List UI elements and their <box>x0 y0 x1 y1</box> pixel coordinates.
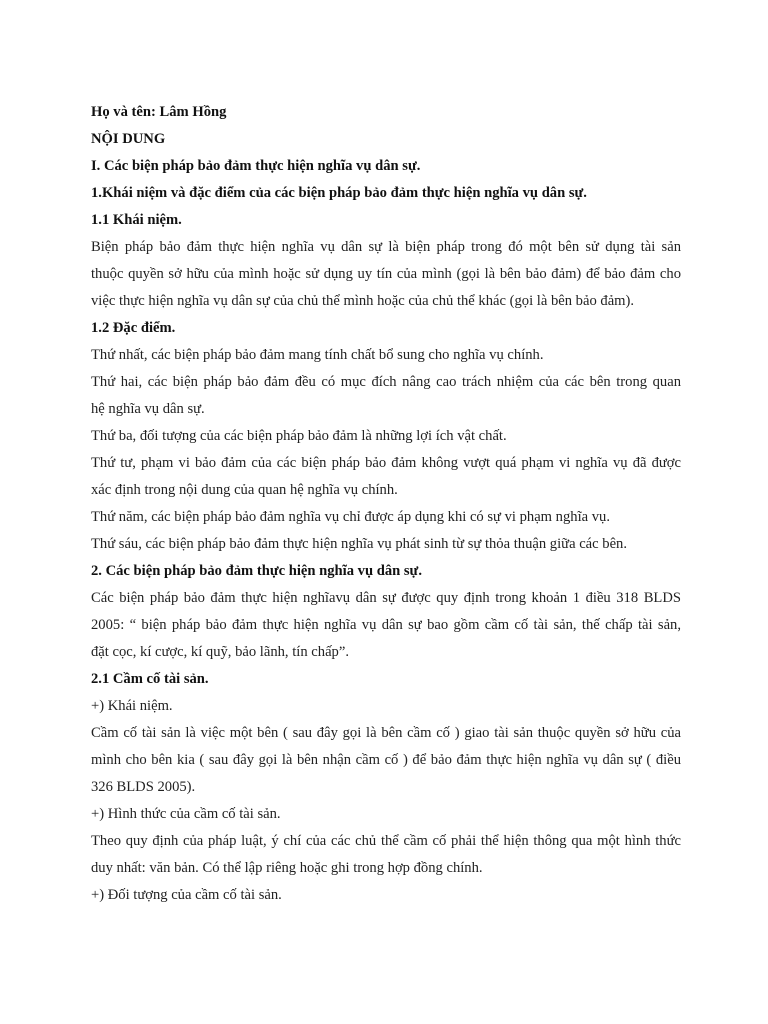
text-line: việc thực hiện nghĩa vụ dân sự của chủ thể mình hoặc của chủ thể khác (gọi là bên bảo đảm). <box>91 293 635 309</box>
text-line: 2005: “ biện pháp bảo đảm thực hiện nghĩa vụ dân sự bao gồm cầm cố tài sản, thế chấp tài sản, <box>91 617 681 633</box>
heading-line: I. Các biện pháp bảo đảm thực hiện nghĩa vụ dân sự. <box>91 158 421 174</box>
text-line: Cầm cố tài sản là việc một bên ( sau đây gọi là bên cầm cố ) giao tài sản thuộc quyền sở hữu của <box>91 725 681 741</box>
text-line: Thứ ba, đối tượng của các biện pháp bảo đảm là những lợi ích vật chất. <box>91 428 507 444</box>
text-line: hệ nghĩa vụ dân sự. <box>91 401 205 417</box>
text-line: đặt cọc, kí cược, kí quỹ, bảo lãnh, tín chấp”. <box>91 644 349 660</box>
text-line: thuộc quyền sở hữu của mình hoặc sử dụng uy tín của mình (gọi là bên bảo đảm) để bảo đảm cho <box>91 266 681 282</box>
heading-line: Họ và tên: Lâm Hồng <box>91 104 227 120</box>
heading-line: 2.1 Cầm cố tài sản. <box>91 671 209 687</box>
heading-line: NỘI DUNG <box>91 131 166 147</box>
text-line: +) Khái niệm. <box>91 698 173 714</box>
heading-line: 2. Các biện pháp bảo đảm thực hiện nghĩa vụ dân sự. <box>91 563 422 579</box>
text-line: duy nhất: văn bản. Có thể lập riêng hoặc ghi trong hợp đồng chính. <box>91 860 483 876</box>
text-line: mình cho bên kia ( sau đây gọi là bên nhận cầm cố ) để bảo đảm thực hiện nghĩa vụ dân sự ( điều <box>91 752 681 768</box>
text-line: Thứ tư, phạm vi bảo đảm của các biện pháp bảo đảm không vượt quá phạm vi nghĩa vụ đã được <box>91 455 681 471</box>
text-line: Biện pháp bảo đảm thực hiện nghĩa vụ dân sự là biện pháp trong đó một bên sử dụng tài sản <box>91 239 681 255</box>
text-line: Thứ hai, các biện pháp bảo đảm đều có mục đích nâng cao trách nhiệm của các bên trong quan <box>91 374 681 390</box>
text-line: +) Hình thức của cầm cố tài sản. <box>91 806 281 822</box>
text-line: Thứ sáu, các biện pháp bảo đảm thực hiện nghĩa vụ phát sinh từ sự thỏa thuận giữa các bên. <box>91 536 627 552</box>
heading-line: 1.2 Đặc điểm. <box>91 320 176 336</box>
text-line: Thứ năm, các biện pháp bảo đảm nghĩa vụ chỉ được áp dụng khi có sự vi phạm nghĩa vụ. <box>91 509 610 525</box>
text-line: +) Đối tượng của cầm cố tài sản. <box>91 887 282 903</box>
text-line: Thứ nhất, các biện pháp bảo đảm mang tính chất bổ sung cho nghĩa vụ chính. <box>91 347 544 363</box>
text-line: 326 BLDS 2005). <box>91 779 196 795</box>
text-line: Các biện pháp bảo đảm thực hiện nghĩavụ dân sự được quy định trong khoản 1 điều 318 BLDS <box>91 590 681 606</box>
heading-line: 1.Khái niệm và đặc điểm của các biện pháp bảo đảm thực hiện nghĩa vụ dân sự. <box>91 185 587 201</box>
heading-line: 1.1 Khái niệm. <box>91 212 182 228</box>
text-line: xác định trong nội dung của quan hệ nghĩa vụ chính. <box>91 482 398 498</box>
text-line: Theo quy định của pháp luật, ý chí của các chủ thể cầm cố phải thể hiện thông qua một hình thức <box>91 833 681 849</box>
document-page <box>91 99 681 909</box>
